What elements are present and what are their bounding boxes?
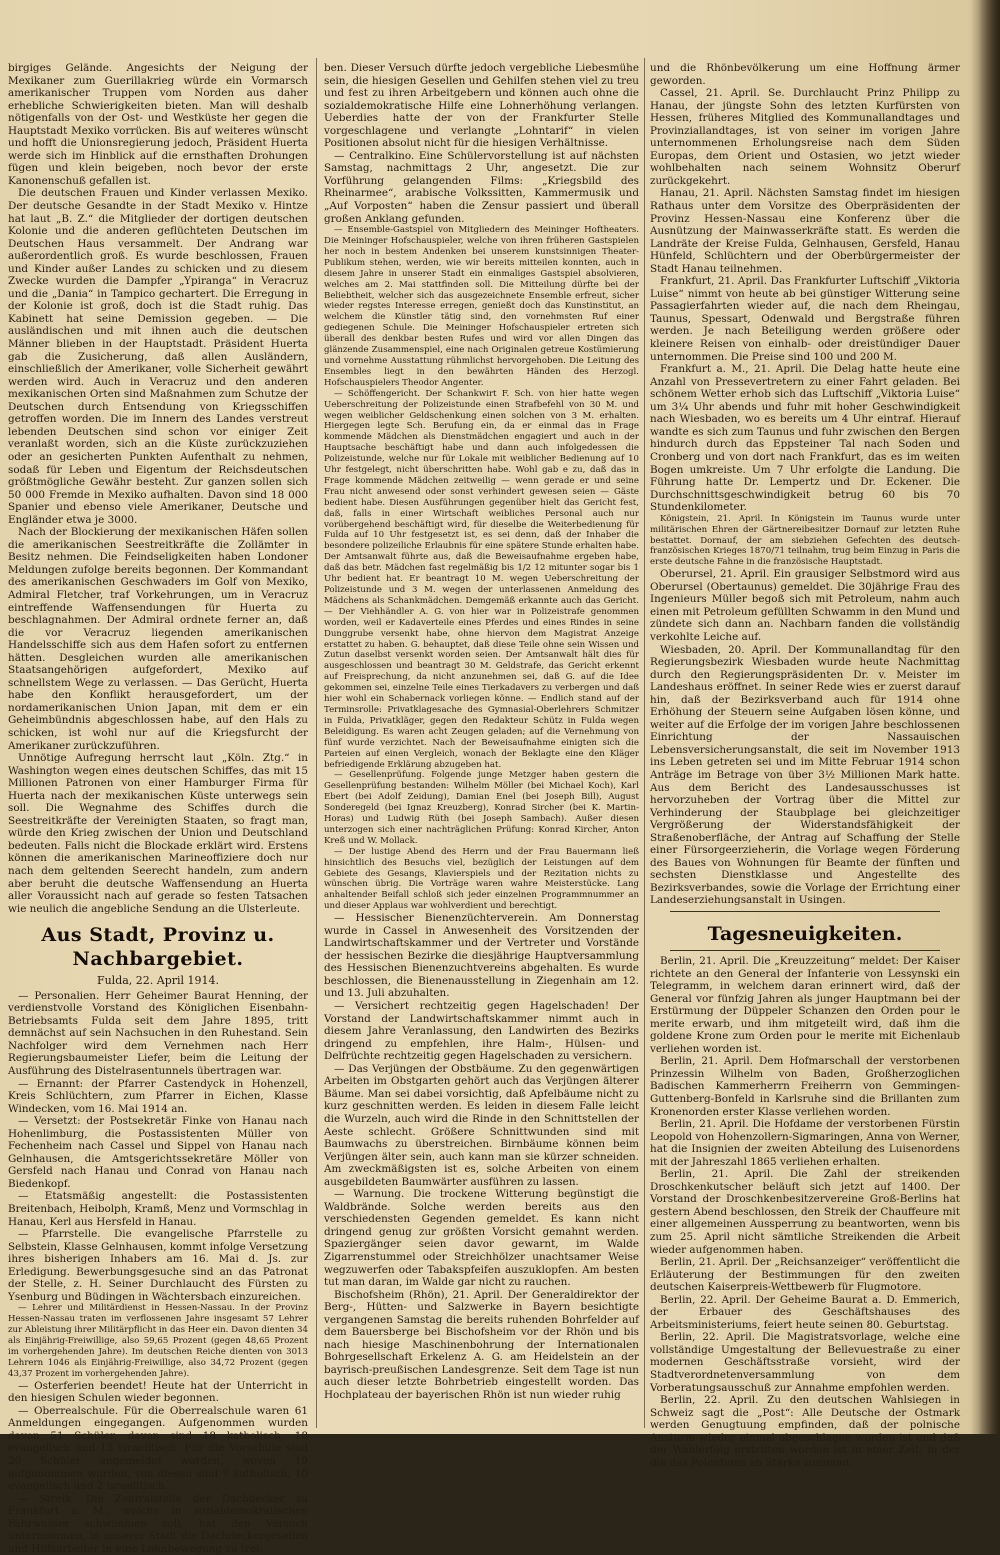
divider [670,950,940,951]
column-2 [324,62,639,1424]
news-item: Berlin, 21. April. Dem Hofmarschall der verstorbenen Prinzessin Wilhelm von Baden, Großherzoglichen Badischen Kammerherrn Freiherrn von Gemmingen-Guttenberg-Bonfeld in Karlsruhe sind die Brillanten zum Kronenorden erster Klasse verliehen worden. [650,1055,960,1118]
news-item-small: Königstein, 21. April. In Königstein im Taunus wurde unter militärischen Ehren der Gärtnereibesitzer Dornauf zur letzten Ruhe bestattet. Dornauf, der am siebziehen Gefechten des deutsch-französischen Krieges 1870/71 teilnahm, trug beim Einzug in Paris die erste deutsche Fahne in die französische Hauptstadt. [650,513,960,568]
news-item: — Oberrealschule. Für die Oberrealschule waren 61 Anmeldungen eingegangen. Aufgenommen wurden davon 51 Schüler, davon sind 18 katholisch, 18 evangelisch und 15 israelitisch. Für die Vorschule sind 20 Schüler angemeldet worden, wovon 19 aufgenommen wurden, von diesen sind 7 katholisch, 10 evangelisch und 2 israelitisch. [8,1404,308,1493]
news-item: — Versichert rechtzeitig gegen Hagelschaden! Der Vorstand der Landwirtschaftskammer nimmt auch in diesem Jahre Veranlassung, den Landwirten des Bezirks dringend zu empfehlen, ihre Halm-, Hülsen- und Delfrüchte rechtzeitig gegen Hagelschaden zu versichern. [324,1000,639,1063]
column-rule [644,58,645,1428]
section-heading-news: Tagesneuigkeiten. [707,922,903,945]
news-item: Berlin, 21. April. Der „Reichsanzeiger“ veröffentlicht die Erläuterung der Bestimmungen für den zweiten deutschen Kaiserpreis-Wettbewerb für Flugmotore. [650,1256,960,1294]
dateline: Fulda, 22. April 1914. [96,974,220,988]
news-item: Frankfurt, 21. April. Das Frankfurter Luftschiff „Viktoria Luise“ nimmt von heute ab bei günstiger Witterung seine Passagierfahrten wieder auf, die nach dem Rheingau, Taunus, Spessart, Odenwald und Bergstraße führen werden. Je nach Beteiligung werden größere oder kleinere Reisen von einhalb- oder dreistündiger Dauer unternommen. Die Preise sind 100 und 200 M. [650,275,960,363]
news-item: Berlin, 21. April. Die Hofdame der verstorbenen Fürstin Leopold von Hohenzollern-Sigmaringen, Anna von Werner, hat die Insignien der zweiten Abteilung des Luisenordens mit der Jahreszahl 1865 verliehen erhalten. [650,1118,960,1168]
divider [670,911,940,912]
news-item: Berlin, 21. April. Die „Kreuzzeitung“ meldet: Der Kaiser richtete an den General der Infanterie von Lessynski ein Telegramm, in welchem daran erinnert wird, daß der General vor fünfzig Jahren als junger Hauptmann bei der Erstürmung der Düppeler Schanzen den Orden pour le merite erwarb, und ihm mitgeteilt wird, daß ihm die goldene Krone zum Orden pour le merite mit Eichenlaub verliehen worden ist. [650,954,960,1055]
column-rule [316,58,317,1428]
news-item: — Etatsmäßig angestellt: die Postassistenten Breitenbach, Heibolph, Kramß, Menz und Vormschlag in Hanau, Kerl aus Hersfeld in Hanau. [8,1190,308,1228]
news-item: — Versetzt: der Postsekretär Finke von Hanau nach Hohenlimburg, die Postassistenten Müller von Fechenheim nach Cassel und Sippel von Hanau nach Gelnhausen, die Amtsgerichtssekretäre Möller von Gersfeld nach Hanau und Conrad von Hanau nach Biedenkopf. [8,1115,308,1190]
news-item: — Ernannt: der Pfarrer Castendyck in Hohenzell, Kreis Schlüchtern, zum Pfarrer in Eichen, Klasse Windecken, vom 16. Mai 1914 an. [8,1077,308,1115]
news-item: ben. Dieser Versuch dürfte jedoch vergebliche Liebesmühe sein, die hiesigen Gesellen und Gehilfen stehen viel zu treu und fest zu ihren Arbeitgebern und können auch ohne die sozialdemokratische Hilfe eine Lohnerhöhung verlangen. Ueberdies hatte der von der Frankfurter Stelle vorgeschlagene und verlangte „Lohntarif“ in vielen Positionen absolut nicht für die hiesigen Verhältnisse. [324,62,639,150]
column-1 [8,62,308,1555]
article-mexico-4: Unnötige Aufregung herrscht laut „Köln. Ztg.“ in Washington wegen eines deutschen Schiffes, das mit 15 Millionen Patronen von einer Hamburger Firma für Huerta nach der mexikanischen Küste unterwegs sein soll. Die Wegnahme des Schiffes durch die Seestreitkräfte der Vereinigten Staaten, so fragt man, würde den Krieg zwischen der Union und Deutschland bedeuten. Falls nicht die Blockade erklärt wird. Erstens können die amerikanischen Marineoffiziere doch nur nach dem geltenden Seerecht handeln, zum andern aber beruht die deutsche Waffensendung an Huerta aller Voraussicht nach auf gerade so festen Tatsachen wie neulich die angebliche Sendung an die Ulsterleute. [8,752,308,915]
news-item: Berlin, 21. April. Die Zahl der streikenden Droschkenkutscher beläuft sich jetzt auf 1400. Der Vorstand der Droschkenbesitzervereine Groß-Berlins hat gestern Abend beschlossen, den Streik der Chauffeure mit einer allgemeinen Aussperrung zu beantworten, wenn bis zum 25. April nicht sämtliche Streikenden die Arbeit wieder aufgenommen haben. [650,1168,960,1256]
news-item-small: — Lehrer und Militärdienst in Hessen-Nassau. In der Provinz Hessen-Nassau traten im verflossenen Jahre insgesamt 57 Lehrer zur Ableistung ihrer Militärpflicht in das Heer ein. Davon dienten 34 als Einjährig-Freiwillige, also 59,65 Prozent (gegen 48,65 Prozent im vorhergehenden Jahre). Im deutschen Reiche dienten von 3013 Lehrern 1046 als Einjährig-Freiwillige, also 34,72 Prozent (gegen 43,37 Prozent im vorhergehenden Jahre). [8,1303,308,1379]
news-item: — Das Verjüngen der Obstbäume. Zu den gegenwärtigen Arbeiten im Obstgarten gehört auch das Verjüngen älterer Bäume. Man sei dabei vorsichtig, daß Apfelbäume nicht zu kurz geschnitten werden. Es leiden in diesem Falle leicht die Wurzeln, auch wird die Rinde in den Schnittstellen der Aeste schlecht. Größere Schnittwunden sind mit Baumwachs zu überstreichen. Birnbäume können beim Verjüngen älter sein, auch kann man sie kürzer schneiden. Am zweckmäßigsten ist es, solche Arbeiten von einem ausgebildeten Baumwärter ausführen zu lassen. [324,1062,639,1188]
news-item: Bischofsheim (Rhön), 21. April. Der Generaldirektor der Berg-, Hütten- und Salzwerke in Bayern besichtigte vergangenen Samstag die bereits ruhenden Bohrfelder auf dem Bauersberge bei Bischofsheim vor der Rhön und bis nach hiesige Maschinenbohrung der Internationalen Bohrgesellschaft Erkelenz A. G. am Heidelstein an der bayrisch-preußischen Landesgrenze. Seit dem Tage ist nun auch dieser letzte Bohrbetrieb eingestellt worden. Das Hochplateau der bayerischen Rhön ist nun wieder ruhig [324,1288,639,1401]
news-item: Hanau, 21. April. Nächsten Samstag findet im hiesigen Rathaus unter dem Vorsitze des Oberpräsidenten der Provinz Hessen-Nassau eine Konferenz über die Ausnützung der Mainwasserkräfte statt. Es werden die Landräte der Kreise Fulda, Gelnhausen, Gersfeld, Hanau Hünfeld, Schlüchtern und der Oberbürgermeister der Stadt Hanau teilnehmen. [650,187,960,275]
news-item-small: — Ensemble-Gastspiel von Mitgliedern des Meininger Hoftheaters. Die Meininger Hofschauspieler, welche von ihren früheren Gastspielen her noch in bestem Andenken bei unserem kunstsinnigen Theater-Publikum stehen, werden, wie wir bereits mitteilen konnten, auch in diesem Jahre in unserer Stadt ein einmaliges Gastspiel absolvieren, welches am 2. Mai stattfinden soll. Die Mitteilung dürfte bei der Beliebtheit, welcher sich das ausgezeichnete Ensemble erfreut, sicher wieder regstes Interesse erregen, genießt doch das Kunstinstitut, an welchem die Künstler tätig sind, den vornehmsten Ruf einer gediegenen Schule. Die Meininger Hofschauspieler ertreten sich überall des denkbar besten Rufes und wird vor allen Dingen das glänzende Zusammenspiel, eine nach Originalen getreue Kostümierung und vornehme Ausstattung rühmlichst hervorgehoben. Die Leitung des Ensembles liegt in den bewährten Händen des Herzogl. Hofschauspielers Theodor Angenter. [324,225,639,388]
news-item: Wiesbaden, 20. April. Der Kommunallandtag für den Regierungsbezirk Wiesbaden wurde heute Nachmittag durch den Regierungspräsidenten Dr. v. Meister im Landeshaus eröffnet. In seiner Rede wies er zuerst darauf hin, daß der Bezirksverband auch für 1914 ohne Erhöhung der Steuern seine Aufgaben lösen könne, und weiter auf die Erfolge der im vorigen Jahre beschlossenen Einrichtung der Nassauischen Lebensversicherungsanstalt, die seit im November 1913 ins Leben getreten sei und im Mitte Februar 1914 schon Anträge im Betrage von über 3½ Millionen Mark hatte. Aus dem Bericht des Landesausschusses ist hervorzuheben der Vortrag über die Mittel zur Verhinderung der Staubplage bei gleichzeitiger Vergrößerung der Widerstandsfähigkeit der Straßenoberfläche, der Antrag auf Schaffung der Stelle einer Fürsorgeerzieherin, die Vorlage wegen Förderung des Baues von Wohnungen für Beamte der fünften und sechsten Dienstklasse und Angestellte des Bezirksverbandes, sowie die Vorlage der Errichtung einer Landeserziehungsanstalt in Usingen. [650,643,960,907]
article-mexico-2: Die deutschen Frauen und Kinder verlassen Mexiko. Der deutsche Gesandte in der Stadt Mexiko v. Hintze hat laut „B. Z.“ die Mitglieder der dortigen deutschen Kolonie und die anderen geflüchteten Deutschen im Deutschen Haus versammelt. Der Andrang war außerordentlich groß. Es wurde beschlossen, Frauen und Kinder außer Landes zu schicken und zu diesem Zwecke wurden die Dampfer „Ypiranga“ in Veracruz und die „Dania“ in Tampico gechartert. Die Erregung in der Kolonie ist groß, doch ist die Stadt ruhig. Das Kabinett hat seine Demission gegeben. — Die ausländischen und mit ihnen auch die deutschen Männer blieben in der Hauptstadt. Präsident Huerta gab die Zusicherung, daß allen Ausländern, einschließlich der Amerikaner, volle Sicherheit gewährt werden wird. Auch in Veracruz und den anderen mexikanischen Orten sind Maßnahmen zum Schutze der Deutschen durch Entsendung von Kriegsschiffen getroffen worden. Die im Innern des Landes verstreut lebenden Deutschen sind schon vor einiger Zeit veranlaßt worden, sich an die Küste zurückzuziehen oder an gesicherten Punkten Aufenthalt zu nehmen, sodaß für Leben und Eigentum der Reichsdeutschen größtmögliche Gewähr besteht. Zur ganzen sollen sich 50 000 Fremde in Mexiko aufhalten. Davon sind 18 000 Spanier und ebenso viele Amerikaner, Deutsche und Engländer etwa je 3000. [8,187,308,526]
news-item: Cassel, 21. April. Se. Durchlaucht Prinz Philipp zu Hanau, der jüngste Sohn des letzten Kurfürsten von Hessen, früheres Mitglied des Kommunallandtages und Provinziallandtages, ist von seiner im vorigen Jahre unternommenen Erholungsreise nach dem Süden Europas, dem Orient und Ostasien, wo jetzt wieder wohlbehalten nach seinem Wohnsitz Oberurf zurückgekehrt. [650,87,960,187]
news-item-small: — Der lustige Abend des Herrn und der Frau Bauermann ließ hinsichtlich des Besuchs viel, bezüglich der Leistungen auf dem Gebiete des Gesangs, Klavierspiels und der Rezitation nichts zu wünschen übrig. Die Vorträge waren wahre Meisterstücke. Lang anhaltender Beifall schloß sich jeder einzelnen Programmnummer an und dieser Applaus war wohlverdient und berechtigt. [324,846,639,912]
section-heading-local: Aus Stadt, Provinz u. Nachbargebiet. [41,924,275,971]
article-mexico-3: Nach der Blockierung der mexikanischen Häfen sollen die amerikanischen Seestreitkräfte die Zollämter in Besitz nehmen. Die Feindseligkeiten haben Londoner Meldungen zufolge bereits begonnen. Der Kommandant des amerikanischen Geschwaders im Golf von Mexiko, Admiral Fletcher, traf Vorkehrungen, um in Veracruz eintreffende Waffensendungen für Huerta zu beschlagnahmen. Der Admiral ordnete ferner an, daß die vor Veracruz liegenden amerikanischen Handelsschiffe sich aus dem Hafen sofort zu entfernen hätten. Desgleichen wurden alle amerikanischen Staatsangehörigen aufgefordert, Mexiko auf schnellstem Wege zu verlassen. — Das Gerücht, Huerta habe den Konflikt herausgefordert, um der nordamerikanischen Union Japan, mit dem er ein Geheimbündnis abgeschlossen habe, auf den Hals zu schicken, ist wohl nur auf die Kriegsfurcht der Amerikaner zurückzuführen. [8,526,308,752]
page-edge-shadow [978,0,1000,1434]
news-item: — Warnung. Die trockene Witterung begünstigt die Waldbrände. Solche werden bereits aus den verschiedensten Gegenden gemeldet. Es kann nicht dringend genug zur größten Vorsicht gemahnt werden. Spaziergänger seien davor gewarnt, im Walde Zigarrenstummel oder Streichhölzer unachtsamer Weise wegzuwerfen oder Tabakspfeifen auszuklopfen. Am besten tut man daran, im Walde gar nicht zu rauchen. [324,1188,639,1289]
news-item: Oberursel, 21. April. Ein grausiger Selbstmord wird aus Oberursel (Obertaunus) gemeldet. Die 30jährige Frau des Ingenieurs Müller begoß sich mit Petroleum, nahm auch einen mit Petroleum gefüllten Schwamm in den Mund und zündete sich dann an. Nachbarn fanden die vollständig verkohlte Leiche auf. [650,568,960,643]
news-item: und die Rhönbevölkerung um eine Hoffnung ärmer geworden. [650,62,960,87]
news-item: — Streik. Die Zentralstelle der Dachdecker zu Frankfurt a. M., welche in sozialdemokratischen Fahrwasser schwimmen soll, hat den Versuch unternommen, in unserer Stadt die Dachdeckergesellen und Hilfsarbeiter in eine Lohnbewegung zu trei- [8,1492,308,1555]
news-item: — Personalien. Herr Geheimer Baurat Henning, der verdienstvolle Vorstand des Königlichen Eisenbahn-Betriebsamts Fulda seit dem Jahre 1895, tritt demnächst auf sein Nachsuchen in den Ruhestand. Sein Nachfolger wird dem Vernehmen nach Herr Regierungsbaumeister Liefer, beim die Leitung der Ausführung des Distelrasentunnels übertragen war. [8,989,308,1078]
news-item: Berlin, 22. April. Die Magistratsvorlage, welche eine vollständige Umgestaltung der Bellevuestraße zu einer modernen Geschäftsstraße vorsieht, wird der Stadtverordnetenversammlung von dem Vorberatungsausschuß zur Annahme empfohlen werden. [650,1331,960,1394]
news-item: Berlin, 22. April. Zu den deutschen Wahlsiegen in Schweiz sagt die „Post“: Alle Deutsche der Ostmark werden Genugtuung empfinden, daß der polnische Ansturm wieder einmal abgeschlagen worden ist und daß der Wahlerfolg erstritten worden ist in einer Zeit, in der die das Polentums an Stärke zunimmt. [650,1394,960,1469]
news-item: Frankfurt a. M., 21. April. Die Delag hatte heute eine Anzahl von Pressevertretern zu einer Fahrt geladen. Bei schönem Wetter erhob sich das Luftschiff „Viktoria Luise“ um 3¼ Uhr abends und fuhr mit hoher Geschwindigkeit nach Wiesbaden, wo es bereits um 4 Uhr eintraf. Hierauf wandte es sich zum Taunus und fuhr zwischen den Bergen hindurch durch das Eppsteiner Tal nach Soden und Cronberg und von dort nach Frankfurt, das es im weiten Bogen umkreiste. Um 7 Uhr erfolgte die Landung. Die Führung hatte Dr. Lempertz und Dr. Eckener. Die Durchschnittsgeschwindigkeit betrug 60 bis 70 Stundenkilometer. [650,363,960,514]
column-3 [650,62,960,1469]
news-item: — Centralkino. Eine Schülervorstellung ist auf nächsten Samstag, nachmittags 2 Uhr, angesetzt. Die zur Vorführung gelangenden Films: „Kriegsbild des Rheinarmee“, arabische Volkssitten, Kammermusik und „Auf Vorposten“ haben die Zensur passiert und überall großen Anklang gefunden. [324,149,639,225]
article-mexico-1: birgiges Gelände. Angesichts der Neigung der Mexikaner zum Guerillakrieg würde ein Vormarsch amerikanischer Truppen vom Norden aus daher erhebliche Schwierigkeiten bieten. Man will deshalb nötigenfalls von der Ost- und Westküste her gegen die Hauptstadt Mexiko vorrücken. Bis auf weiteres wünscht und hofft die Unionsregierung jedoch, Präsident Huerta werde sich im Hinblick auf die ernsthaften Drohungen fügen und klein beigeben, noch bevor der erste Kanonenschuß gefallen ist. [8,62,308,187]
news-item: — Pfarrstelle. Die evangelische Pfarrstelle zu Selbstein, Klasse Gelnhausen, kommt infolge Versetzung ihres bisherigen Inhabers am 16. Mai d. Js. zur Erledigung. Bewerbungsgesuche sind an das Patronat der Stelle, z. H. Seiner Durchlaucht des Fürsten zu Ysenburg und Büdingen in Wächtersbach einzureichen. [8,1228,308,1303]
news-item: — Hessischer Bienenzüchterverein. Am Donnerstag wurde in Cassel in Anwesenheit des Vorsitzenden der Landwirtschaftskammer und der Vertreter und Vorstände der hessischen Bezirke die diesjährige Hauptversammlung des Hessischen Bienenzuchtvereins abgehalten. Es wurde beschlossen, die Bienenausstellung in Ziegenhain am 12. und 13. Juli abzuhalten. [324,912,639,1000]
news-item: — Osterferien beendet! Heute hat der Unterricht in den hiesigen Schulen wieder begonnen. [8,1379,308,1405]
news-item: Berlin, 22. April. Der Geheime Baurat a. D. Emmerich, der Erbauer des Geschäftshauses des Arbeitsministeriums, feiert heute seinen 80. Geburtstag. [650,1293,960,1331]
news-item-small: — Gesellenprüfung. Folgende junge Metzger haben gestern die Gesellenprüfung bestanden: Wilhelm Möller (bei Michael Koch), Karl Ebert (bei Adolf Zeidung), Damian Enel (bei Joseph Bill), August Sonderegeld (bei Ignaz Kreuzberg), Konrad Sircher (bei K. Martin-Horas) und Ludwig Rüth (bei Joseph Sambach). Außer diesen unterzogen sich einer nachträglichen Prüfung: Konrad Kircher, Anton Kreß und W. Mollack. [324,770,639,846]
news-item-small: — Schöffengericht. Der Schankwirt F. Sch. von hier hatte wegen Ueberschreitung der Polizeistunde einen Strafbefehl von 30 M. und wegen weiblicher Geldschenkung einen solchen von 3 M. erhalten. Hiergegen legte Sch. Berufung ein, da er einmal das in Frage kommende Mädchen als Dienstmädchen engagiert und auch in der Hauptsache beschäftigt habe und dann auch infolgedessen die Polizeistunde, welche nur für Lokale mit weiblicher Bedienung auf 10 Uhr festgelegt, nicht überschritten habe. Wohl gab e zu, daß das in Frage kommende Mädchen zeitweilig — wenn gerade er und seine Frau nicht anwesend oder sonst verhindert gewesen seien — Gäste bedient habe. Diesen Ausführungen gegenüber hielt das Gericht fest, daß, falls in einer Wirtschaft weibliches Personal auch nur vorübergehend beschäftigt wird, für dieselbe die Weiterbedienung für Fulda auf 10 Uhr festgesetzt ist, es sei denn, daß der Inhaber die besondere polizeiliche Erlaubnis für eine spätere Stunde erhalten habe. Der Amtsanwalt führte aus, daß die Beweisaufnahme ergeben habe, daß das betr. Mädchen fast regelmäßig bis 1/2 12 mitunter sogar bis 1 Uhr bedient hat. Er beantragt 10 M. wegen Ueberschreitung der Polizeistunde und 3 M. wegen der unterlassenen Anmeldung des Mädchens als Schankmädchen. Demgemäß erkannte auch das Gericht. — Der Viehhändler A. G. von hier war in Polizeistrafe genommen worden, weil er Kadaverteile eines Pferdes und eines Rindes in seine Dunggrube versenkt habe, ohne hiervon dem Magistrat Anzeige erstattet zu haben. G. behauptet, daß diese Teile ohne sein Wissen und Zutun daselbst versenkt worden seien. Der Amtsanwalt hält dies für ausgeschlossen und beantragt 30 M. Geldstrafe, das Gericht erkennt auf Freisprechung, da nicht anzunehmen sei, daß G. auf die Idee gekommen sei, einzelne Teile eines Tierkadavers zu verbergen und daß hier wohl ein Schabernack vorliegen könne. — Endlich stand auf der Terminsrolle: Privatklagesache des Gymnasial-Oberlehrers Schmitzer in Fulda, Privatkläger, gegen den Redakteur Schütz in Fulda wegen Beleidigung. Es waren acht Zeugen geladen; auf die Vernehmung von fünf wurde verzichtet. Nach der Beweisaufnahme einigten sich die Parteien auf einen Vergleich, wonach der Beklagte eine den Kläger befriedigende Erklärung abzugeben hat. [324,388,639,770]
